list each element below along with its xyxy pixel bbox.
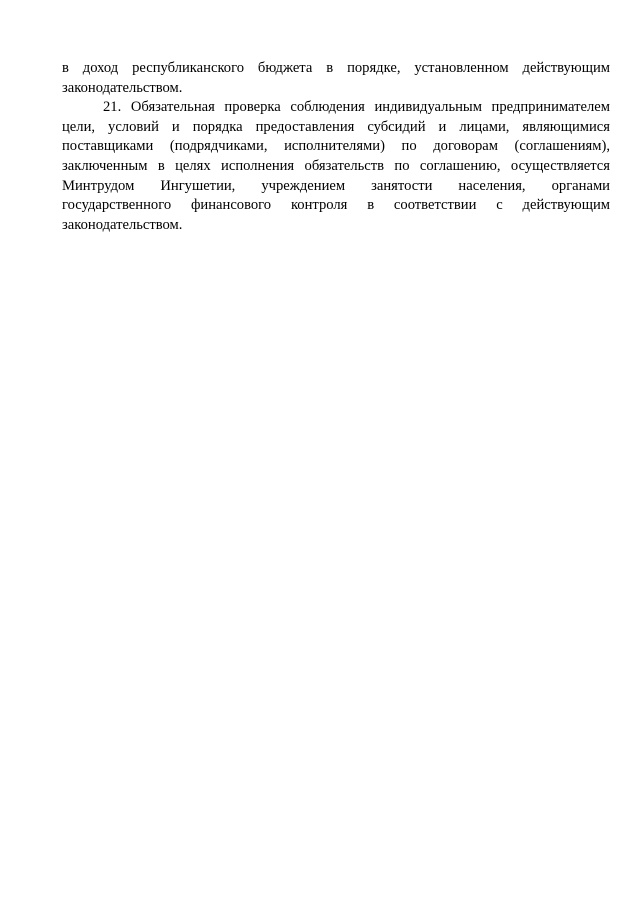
- text-line: поставщиками (подрядчиками, исполнителями) по договорам (соглашениям),: [62, 138, 610, 155]
- paragraph-21: [62, 98, 610, 235]
- text-line: Минтрудом Ингушетии, учреждением занятости населения, органами: [62, 177, 610, 194]
- text-line: в доход республиканского бюджета в порядке, установленном действующим: [62, 60, 610, 76]
- text-line: цели, условий и порядка предоставления субсидий и лицами, являющимися: [62, 118, 610, 135]
- text-line: 21. Обязательная проверка соблюдения индивидуальным предпринимателем: [103, 99, 610, 116]
- paragraph-continuation: [62, 59, 610, 98]
- text-line: законодательством.: [62, 216, 183, 233]
- text-line: законодательством.: [62, 79, 183, 96]
- document-body: [62, 59, 610, 235]
- text-line: государственного финансового контроля в соответствии с действующим: [62, 197, 610, 214]
- text-line: заключенным в целях исполнения обязательств по соглашению, осуществляется: [62, 157, 610, 174]
